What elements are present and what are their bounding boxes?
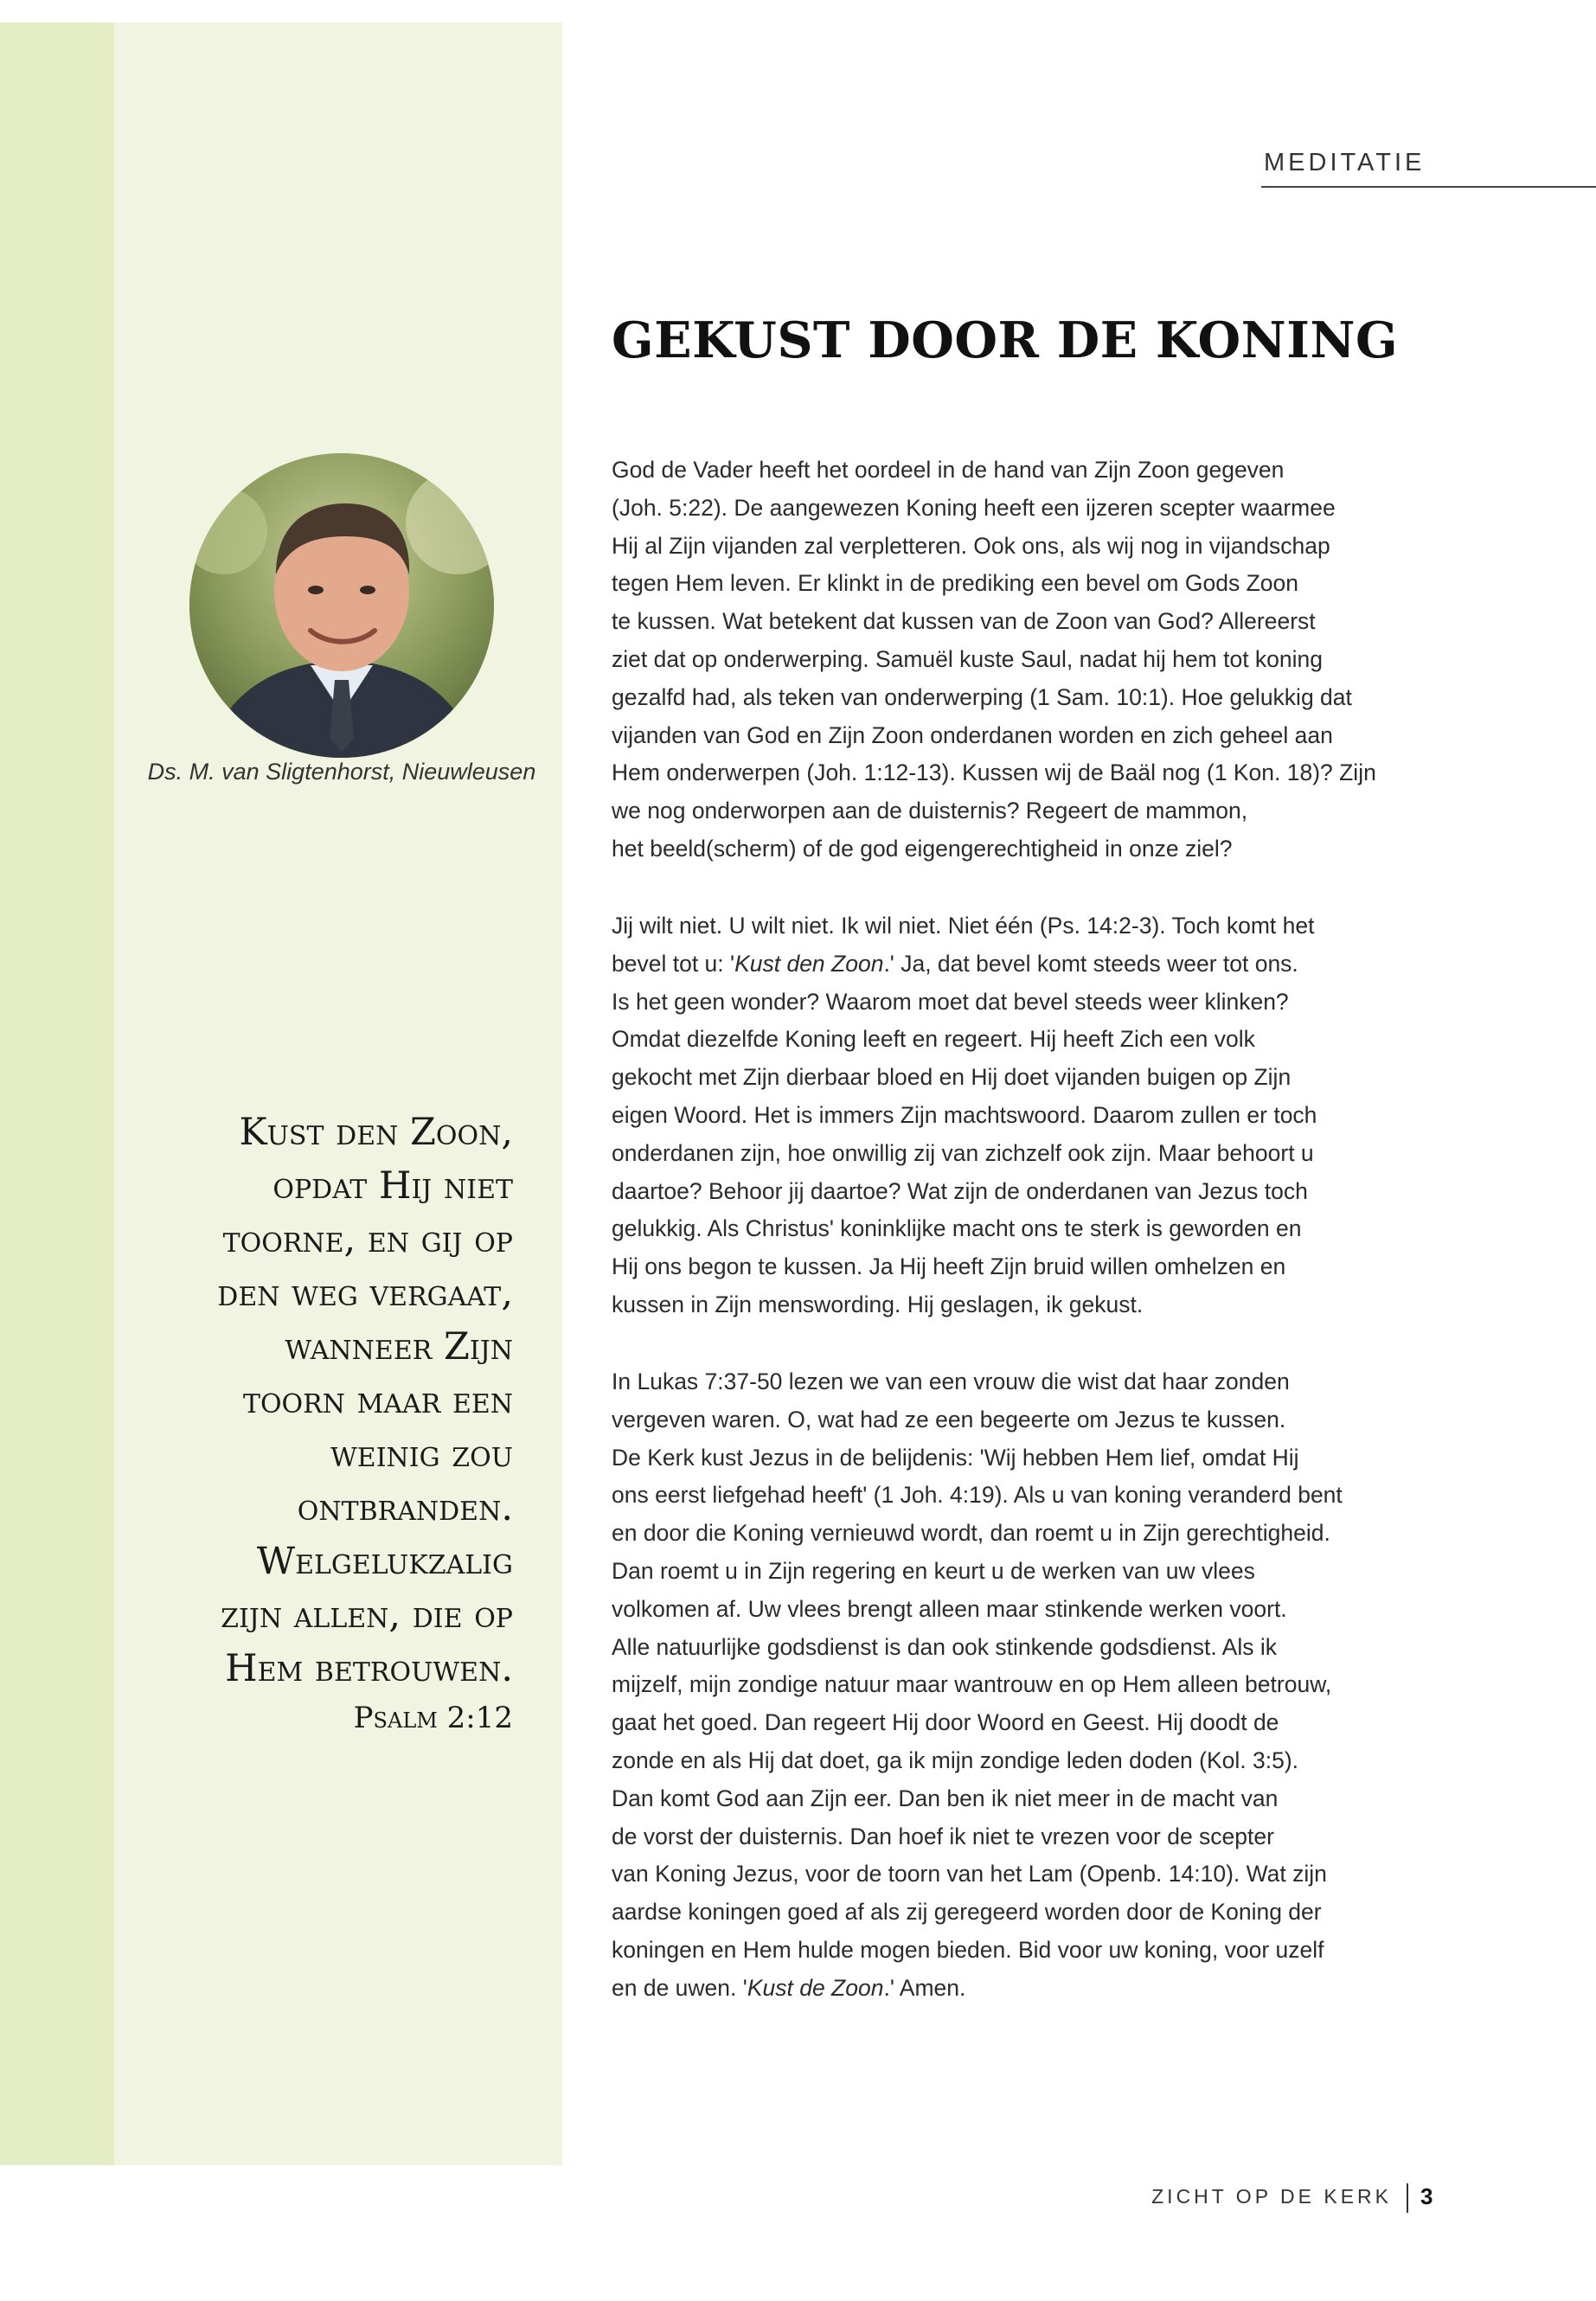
body-line: Is het geen wonder? Waarom moet dat bevel steeds weer klinken? [612,988,1289,1015]
body-line: aardse koningen goed af als zij geregeerd worden door de Koning der [612,1899,1322,1926]
body-line: eigen Woord. Het is immers Zijn machtswoord. Daarom zullen er toch [612,1101,1317,1128]
body-line: onderdanen zijn, hoe onwillig zij van zichzelf ook zijn. Maar behoort u [612,1139,1314,1166]
footer-publication: ZICHT OP DE KERK [1151,2185,1392,2208]
author-photo-image [189,453,494,758]
body-line: Jij wilt niet. U wilt niet. Ik wil niet. Niet één (Ps. 14:2-3). Toch komt het [612,913,1315,939]
body-line: Dan roemt u in Zijn regering en keurt u de werken van uw vlees [612,1557,1255,1584]
body-line: Hem onderwerpen (Joh. 1:12-13). Kussen wij de Baäl nog (1 Kon. 18)? Zijn [612,760,1376,786]
sidebar-panel [114,22,562,2165]
body-line: gezalfd had, als teken van onderwerping (1 Sam. 10:1). Hoe gelukkig dat [612,683,1352,710]
body-line: In Lukas 7:37-50 lezen we van een vrouw die wist dat haar zonden [612,1368,1290,1394]
quote-line: ontbranden. [297,1486,513,1529]
quote-line: wanneer Zijn [285,1325,513,1368]
body-line: Omdat diezelfde Koning leeft en regeert. Hij heeft Zich een volk [612,1026,1255,1053]
body-line [612,945,1442,984]
body-line: ziet dat op onderwerping. Samuël kuste Saul, nadat hij hem tot koning [612,645,1324,672]
section-rule [1261,186,1596,188]
article-title: GEKUST DOOR DE KONING [612,311,1399,369]
body-text-span: .' Ja, dat bevel komt steeds weer tot ons. [883,950,1298,977]
quote-line: weinig zou [330,1433,513,1476]
author-caption: Ds. M. van Sligtenhorst, Nieuwleusen [147,759,536,785]
footer-divider [1407,2183,1408,2213]
body-line: Alle natuurlijke godsdienst is dan ook stinkende godsdienst. Als ik [612,1633,1277,1660]
page-number: 3 [1420,2183,1433,2209]
quote-reference: Psalm 2:12 [353,1701,513,1735]
body-line: Hij ons begon te kussen. Ja Hij heeft Zijn bruid willen omhelzen en [612,1253,1286,1280]
body-line: van Koning Jezus, voor de toorn van het Lam (Openb. 14:10). Wat zijn [612,1861,1327,1888]
body-line: de vorst der duisternis. Dan hoef ik niet te vrezen voor de scepter [612,1823,1274,1849]
body-line: mijzelf, mijn zondige natuur maar wantrouw en op Hem alleen betrouw, [612,1671,1332,1698]
body-line [612,1970,1442,2008]
sidebar-stripe-outer [0,22,114,2165]
body-line: zonde en als Hij dat doet, ga ik mijn zondige leden doden (Kol. 3:5). [612,1747,1299,1773]
quote-line: toorn maar een [242,1379,513,1422]
emphasis-text: Kust den Zoon [734,950,884,977]
body-line: kussen in Zijn menswording. Hij geslagen, ik gekust. [612,1291,1144,1317]
body-line: gelukkig. Als Christus' koninklijke macht ons te sterk is geworden en [612,1215,1302,1242]
body-line: De Kerk kust Jezus in de belijdenis: 'Wij hebben Hem lief, omdat Hij [612,1444,1299,1471]
body-line: vergeven waren. O, wat had ze een begeerte om Jezus te kussen. [612,1406,1286,1433]
body-line: vijanden van God en Zijn Zoon onderdanen worden en zich geheel aan [612,721,1333,748]
quote-line: den weg vergaat, [217,1272,513,1315]
author-portrait [189,453,494,758]
body-line: gekocht met Zijn dierbaar bloed en Hij doet vijanden buigen op Zijn [612,1064,1292,1091]
body-line: volkomen af. Uw vlees brengt alleen maar stinkende werken voort. [612,1595,1287,1622]
body-line: Dan komt God aan Zijn eer. Dan ben ik niet meer in de macht van [612,1785,1279,1811]
pull-quote [106,1106,513,1695]
body-line: te kussen. Wat betekent dat kussen van de Zoon van God? Allereerst [612,608,1316,635]
body-line: Hij al Zijn vijanden zal verpletteren. Ook ons, als wij nog in vijandschap [612,532,1330,559]
body-line: ons eerst liefgehad heeft' (1 Joh. 4:19). Als u van koning veranderd bent [612,1482,1343,1509]
body-paragraph-2 [612,907,1442,1324]
body-text-span: .' Amen. [883,1974,966,2001]
section-label: MEDITATIE [1264,149,1426,176]
quote-line: Welgelukzalig [256,1540,513,1583]
quote-line: toorne, en gij op [222,1218,513,1261]
body-line: daartoe? Behoor jij daartoe? Wat zijn de onderdanen van Jezus toch [612,1177,1308,1204]
quote-line: opdat Hij niet [272,1164,513,1208]
body-line: koningen en Hem hulde mogen bieden. Bid voor uw koning, voor uzelf [612,1936,1324,1963]
quote-line: Hem betrouwen. [225,1647,513,1690]
body-line: God de Vader heeft het oordeel in de hand van Zijn Zoon gegeven [612,457,1285,483]
body-line: het beeld(scherm) of de god eigengerechtigheid in onze ziel? [612,835,1233,862]
body-line: (Joh. 5:22). De aangewezen Koning heeft een ijzeren scepter waarmee [612,494,1336,521]
body-text-span: en de uwen. ' [612,1974,747,2001]
body-text-span: bevel tot u: ' [612,950,735,977]
body-line: we nog onderworpen aan de duisternis? Regeert de mammon, [612,798,1248,824]
body-line: tegen Hem leven. Er klinkt in de prediking een bevel om Gods Zoon [612,570,1298,597]
emphasis-text: Kust de Zoon [747,1974,884,2001]
quote-line: zijn allen, die op [221,1593,513,1637]
body-paragraph-1 [612,452,1442,868]
body-paragraph-3 [612,1363,1442,2008]
body-line: gaat het goed. Dan regeert Hij door Woord en Geest. Hij doodt de [612,1709,1279,1736]
body-line: en door die Koning vernieuwd wordt, dan roemt u in Zijn gerechtigheid. [612,1520,1330,1547]
quote-line: Kust den Zoon, [239,1111,513,1154]
